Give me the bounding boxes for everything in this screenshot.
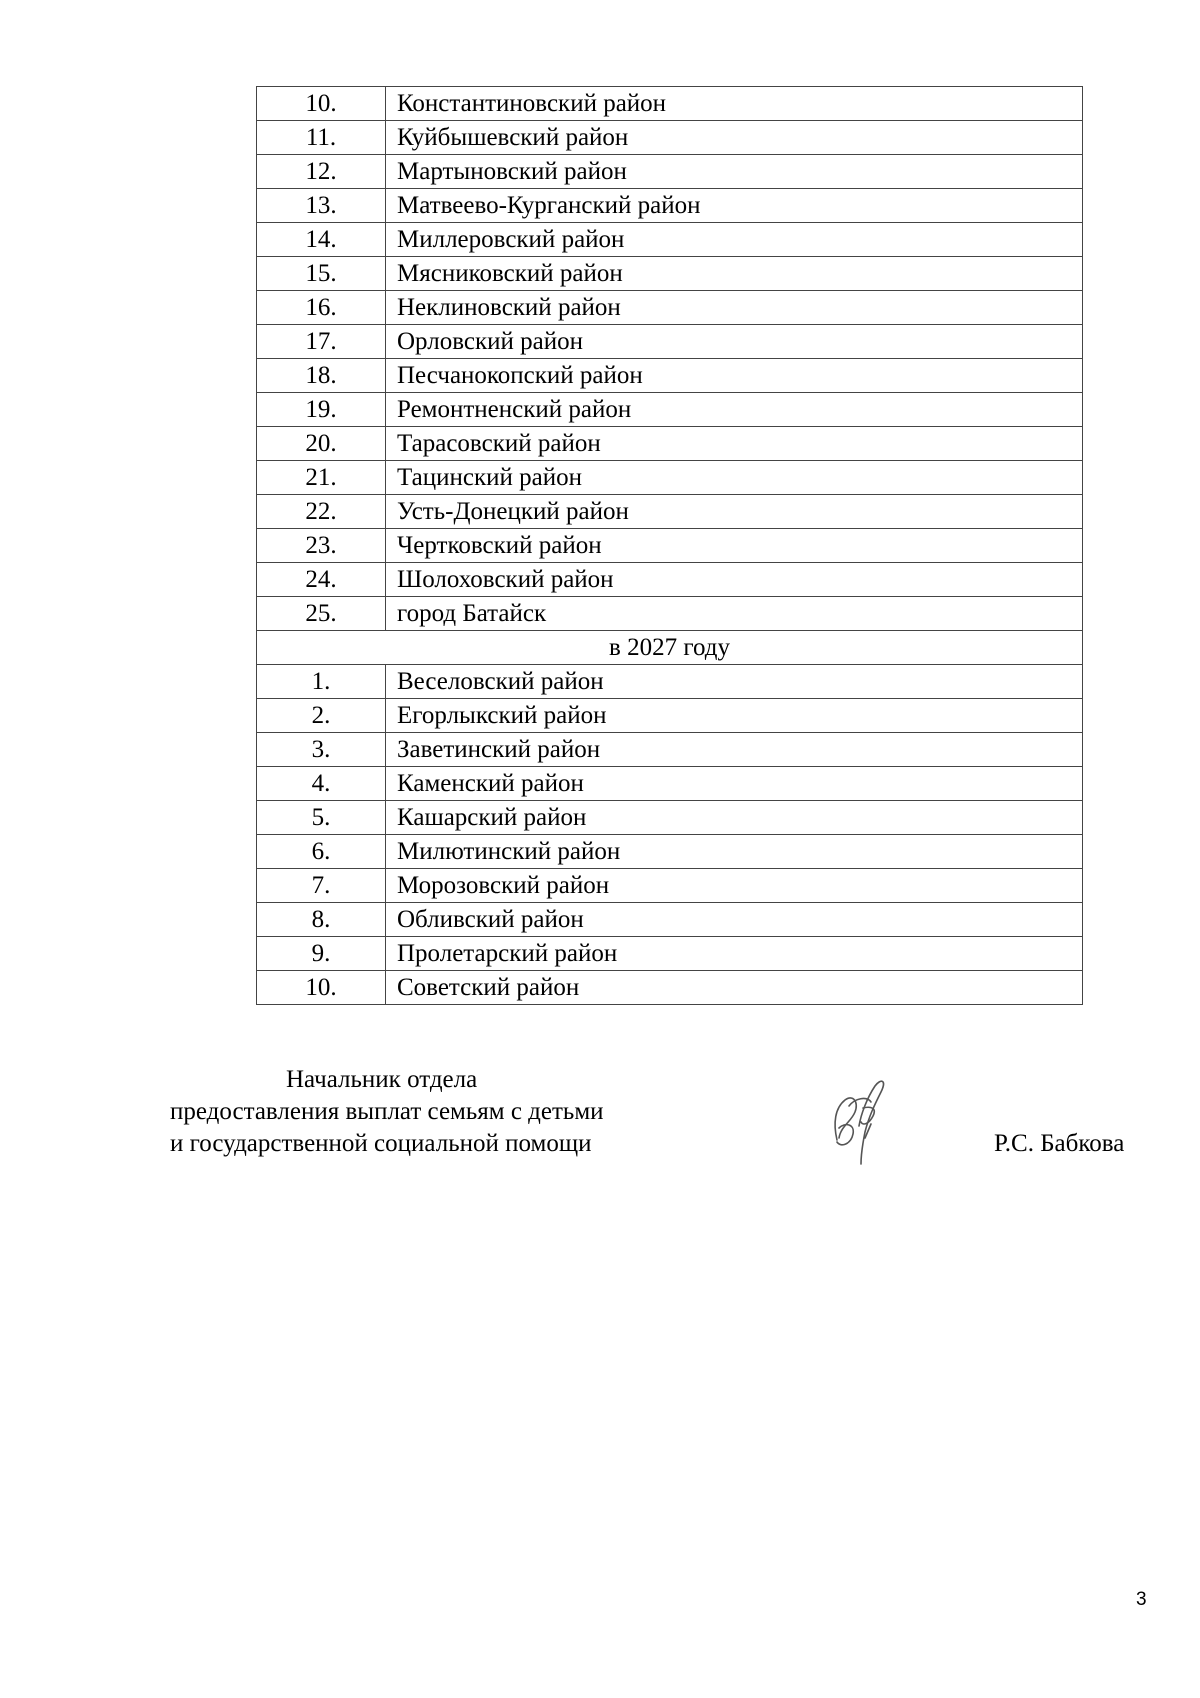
district-table (256, 86, 1083, 1005)
district-name: Пролетарский район (386, 937, 1083, 971)
row-number: 13. (257, 189, 386, 223)
table-row (257, 767, 1083, 801)
row-number: 23. (257, 529, 386, 563)
row-number: 4. (257, 767, 386, 801)
row-number: 7. (257, 869, 386, 903)
district-name: Мясниковский район (386, 257, 1083, 291)
row-number: 24. (257, 563, 386, 597)
table-row (257, 461, 1083, 495)
district-name: Кашарский район (386, 801, 1083, 835)
table-row (257, 223, 1083, 257)
table-row (257, 733, 1083, 767)
table-row (257, 359, 1083, 393)
table-row (257, 597, 1083, 631)
district-name: Милютинский район (386, 835, 1083, 869)
table-row (257, 257, 1083, 291)
table-row (257, 801, 1083, 835)
table-row (257, 427, 1083, 461)
row-number: 16. (257, 291, 386, 325)
row-number: 11. (257, 121, 386, 155)
row-number: 5. (257, 801, 386, 835)
row-number: 10. (257, 87, 386, 121)
table-row (257, 563, 1083, 597)
table-row (257, 699, 1083, 733)
district-name: Тацинский район (386, 461, 1083, 495)
district-name: Шолоховский район (386, 563, 1083, 597)
position-line-2: предоставления выплат семьям с детьми (170, 1098, 604, 1125)
signer-name: Р.С. Бабкова (994, 1130, 1125, 1157)
page-number: 3 (1136, 1589, 1147, 1610)
table-row (257, 869, 1083, 903)
row-number: 15. (257, 257, 386, 291)
position-line-1: Начальник отдела (286, 1066, 478, 1093)
district-name: Константиновский район (386, 87, 1083, 121)
district-name: Обливский район (386, 903, 1083, 937)
row-number: 18. (257, 359, 386, 393)
row-number: 8. (257, 903, 386, 937)
district-table-body (257, 87, 1083, 1005)
table-row (257, 495, 1083, 529)
table-row (257, 325, 1083, 359)
district-name: Миллеровский район (386, 223, 1083, 257)
table-row (257, 971, 1083, 1005)
district-name: Неклиновский район (386, 291, 1083, 325)
row-number: 22. (257, 495, 386, 529)
table-row (257, 665, 1083, 699)
row-number: 20. (257, 427, 386, 461)
district-name: Морозовский район (386, 869, 1083, 903)
district-name: Веселовский район (386, 665, 1083, 699)
row-number: 12. (257, 155, 386, 189)
section-header-row (257, 631, 1083, 665)
district-name: Песчанокопский район (386, 359, 1083, 393)
table-row (257, 529, 1083, 563)
row-number: 10. (257, 971, 386, 1005)
row-number: 19. (257, 393, 386, 427)
district-name: Каменский район (386, 767, 1083, 801)
row-number: 14. (257, 223, 386, 257)
signature-position-block (170, 1064, 690, 1160)
row-number: 6. (257, 835, 386, 869)
row-number: 17. (257, 325, 386, 359)
row-number: 2. (257, 699, 386, 733)
district-name: Егорлыкский район (386, 699, 1083, 733)
row-number: 3. (257, 733, 386, 767)
table-row (257, 835, 1083, 869)
district-name: Мартыновский район (386, 155, 1083, 189)
table-row (257, 87, 1083, 121)
table-row (257, 121, 1083, 155)
table-row (257, 393, 1083, 427)
district-name: Куйбышевский район (386, 121, 1083, 155)
row-number: 21. (257, 461, 386, 495)
table-row (257, 903, 1083, 937)
district-name: Усть-Донецкий район (386, 495, 1083, 529)
district-name: Ремонтненский район (386, 393, 1083, 427)
row-number: 25. (257, 597, 386, 631)
district-name: Советский район (386, 971, 1083, 1005)
position-line-3: и государственной социальной помощи (170, 1130, 592, 1157)
district-name: город Батайск (386, 597, 1083, 631)
section-title-2027: в 2027 году (257, 631, 1083, 665)
table-row (257, 189, 1083, 223)
district-name: Чертковский район (386, 529, 1083, 563)
table-row (257, 155, 1083, 189)
district-name: Тарасовский район (386, 427, 1083, 461)
row-number: 9. (257, 937, 386, 971)
row-number: 1. (257, 665, 386, 699)
district-name: Матвеево-Курганский район (386, 189, 1083, 223)
district-name: Заветинский район (386, 733, 1083, 767)
table-row (257, 937, 1083, 971)
handwritten-signature (815, 1068, 905, 1168)
table-row (257, 291, 1083, 325)
district-name: Орловский район (386, 325, 1083, 359)
